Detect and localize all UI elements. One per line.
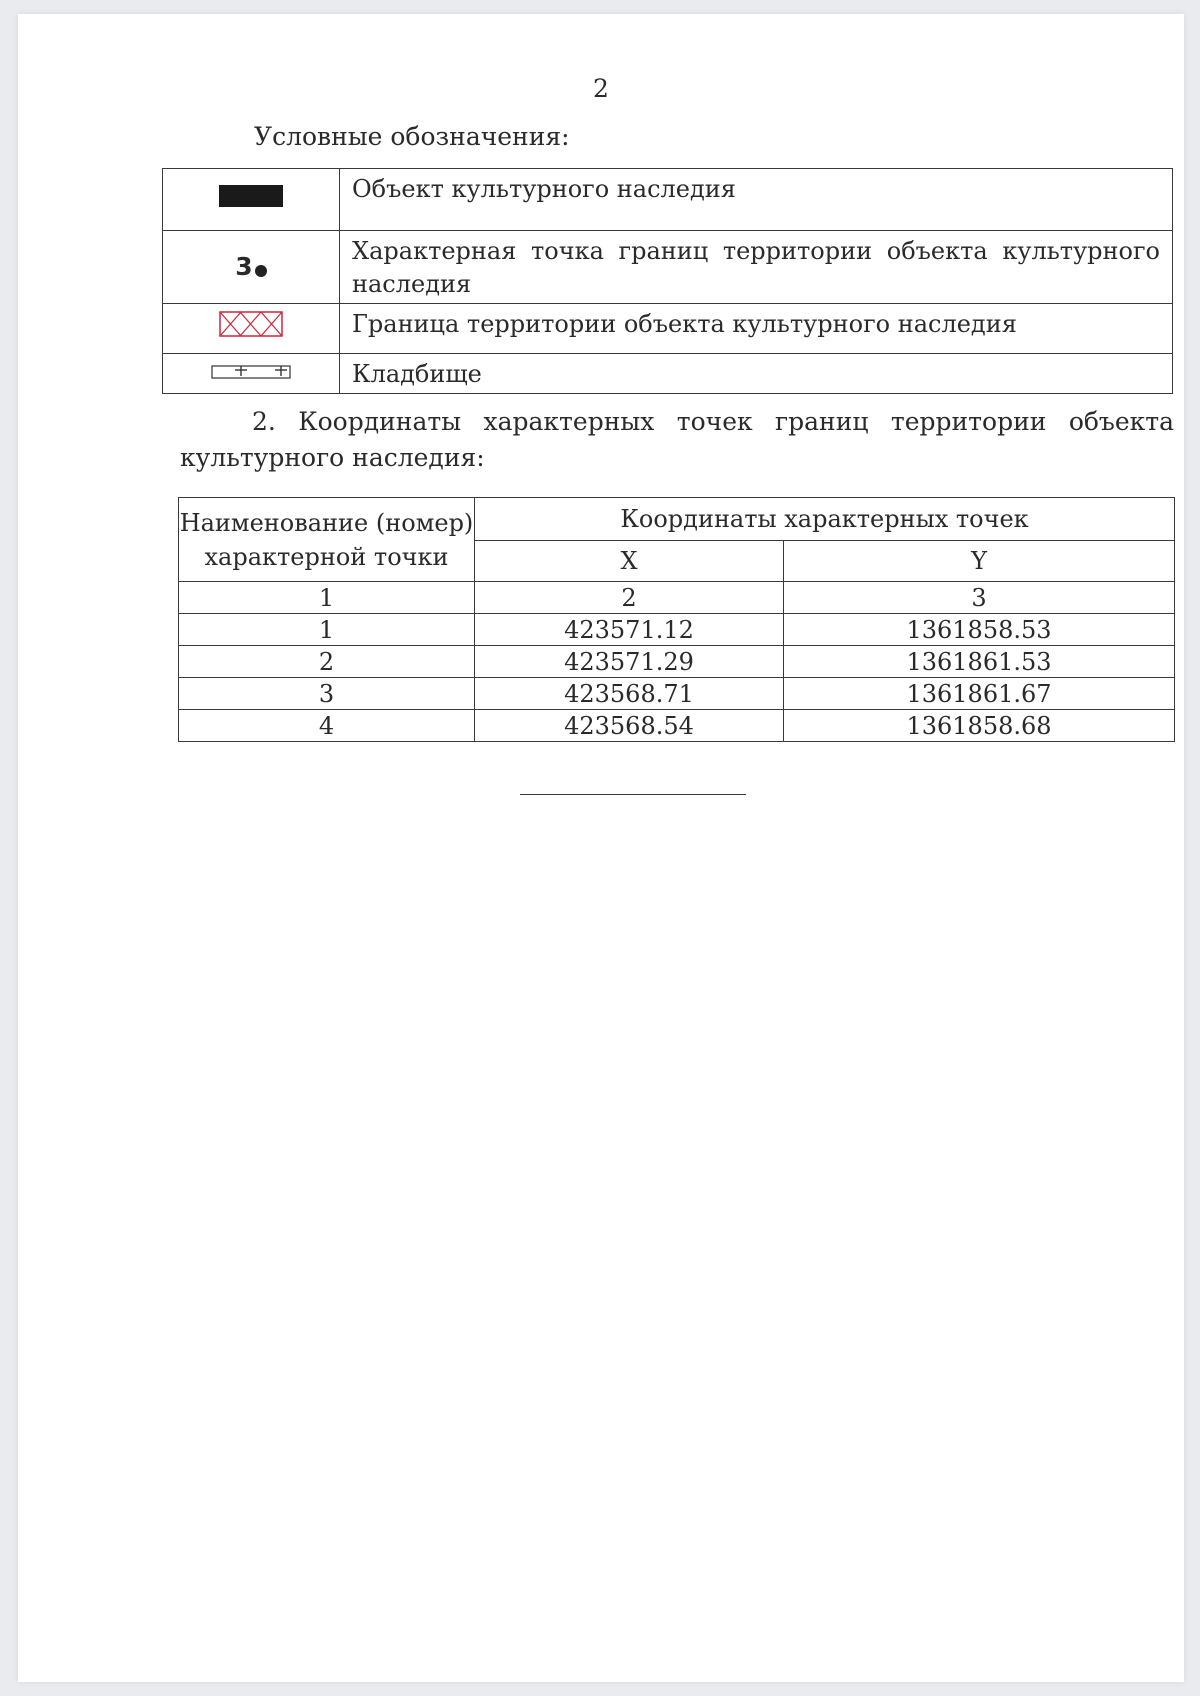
section-2-heading: 2. Координаты характерных точек границ территории объекта культурного наследия: (180, 407, 1174, 472)
table-row (179, 646, 1175, 678)
y-coordinate-cell: 1361858.53 (784, 614, 1175, 646)
x-coordinate-cell: 423571.12 (475, 614, 784, 646)
y-coordinate-cell: 1361861.53 (784, 646, 1175, 678)
legend-row (163, 169, 1173, 231)
crosshatch-border-icon (219, 311, 283, 337)
table-cell: 2 (475, 582, 784, 614)
numbered-point-icon (235, 252, 266, 281)
table-row (179, 710, 1175, 742)
document-page (18, 14, 1184, 1682)
y-coordinate-cell: 1361861.67 (784, 678, 1175, 710)
cemetery-icon (211, 363, 291, 381)
legend-row (163, 231, 1173, 304)
point-number-cell: 1 (179, 614, 475, 646)
point-number-cell: 2 (179, 646, 475, 678)
table-numbering-row (179, 582, 1175, 614)
table-header-row (179, 498, 1175, 541)
x-coordinate-cell: 423568.54 (475, 710, 784, 742)
legend-symbol-cell (163, 304, 340, 354)
legend-description: Кладбище (340, 354, 1173, 394)
legend-symbol-cell (163, 354, 340, 394)
end-divider-line (520, 794, 746, 795)
black-rectangle-icon (219, 185, 283, 207)
point-number-label: 3 (235, 252, 253, 281)
coordinates-table (178, 497, 1175, 742)
legend-row (163, 304, 1173, 354)
page-number: 2 (593, 74, 609, 103)
legend-description: Характерная точка границ территории объекта культурного наследия (340, 231, 1173, 304)
legend-heading: Условные обозначения: (254, 122, 570, 151)
table-row (179, 614, 1175, 646)
header-point-name: Наименование (номер) характерной точки (179, 498, 475, 582)
header-x: X (475, 541, 784, 582)
legend-description: Объект культурного наследия (340, 169, 1173, 231)
table-cell: 3 (784, 582, 1175, 614)
y-coordinate-cell: 1361858.68 (784, 710, 1175, 742)
x-coordinate-cell: 423571.29 (475, 646, 784, 678)
legend-description: Граница территории объекта культурного наследия (340, 304, 1173, 354)
table-cell: 1 (179, 582, 475, 614)
x-coordinate-cell: 423568.71 (475, 678, 784, 710)
point-number-cell: 4 (179, 710, 475, 742)
header-coordinates: Координаты характерных точек (475, 498, 1175, 541)
legend-row (163, 354, 1173, 394)
table-row (179, 678, 1175, 710)
legend-table (162, 168, 1173, 394)
legend-symbol-cell (163, 169, 340, 231)
point-dot (255, 265, 267, 277)
legend-symbol-cell (163, 231, 340, 304)
header-y: Y (784, 541, 1175, 582)
point-number-cell: 3 (179, 678, 475, 710)
